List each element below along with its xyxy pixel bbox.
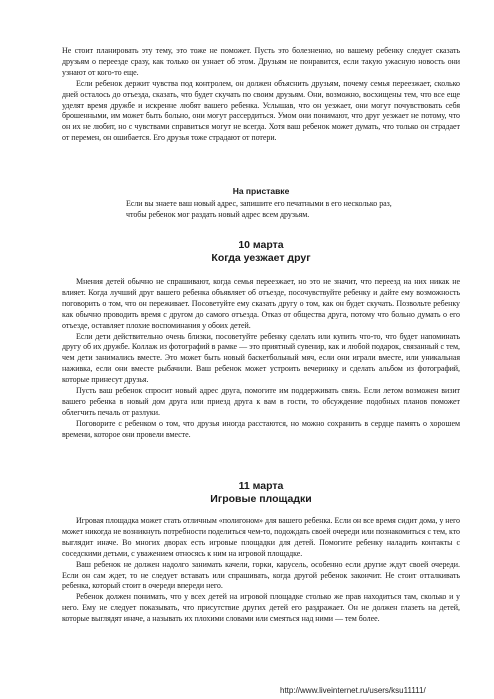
section1-paragraph-2: Если дети действительно очень близки, посоветуйте ребенку сделать или купить что-то, что будет напоминать другу об их дружбе. Коллаж из фотографий в рамке — это приятный сувенир, как и любой подарок, связанный с тем, чем дети занимались вместе. Это может быть новый баскетбольный мяч, если они играли вместе, или уникальная наживка, если они вместе рыбачили. Ваш ребенок может устроить вечеринку и сделать альбом из фотографий, которые принесут друзья.	[62, 331, 460, 385]
section2-paragraph-3: Ребенок должен понимать, что у всех детей на игровой площадке столько же прав находиться там, сколько и у него. Ему не следует показывать, что присутствие других детей его раздражает. Он не должен глазеть на детей, которые выглядят иначе, а называть их плохими словами или смеяться над ними — тем более.	[62, 592, 460, 624]
section-date: 10 марта	[238, 239, 284, 251]
section-march-10-body	[62, 277, 460, 441]
section-march-10	[62, 239, 460, 265]
sidebar-title: На приставке	[232, 186, 290, 196]
section2-paragraph-2: Ваш ребенок не должен надолго занимать качели, горки, карусель, особенно если другие ждут своей очереди. Если он сам ждет, то не следует вставать или спрашивать, когда другой ребенок закончит. Не стоит отталкивать ребенка, который стоит в очереди впереди него.	[62, 559, 460, 591]
section-date: 11 марта	[238, 480, 284, 492]
intro-block	[62, 46, 460, 144]
section-heading: Игровые площадки	[210, 493, 312, 505]
section-march-11-body	[62, 516, 460, 624]
section1-paragraph-3: Пусть ваш ребенок спросит новый адрес друга, помогите им поддерживать связь. Если летом возможен визит вашего ребенка в новый дом друга или приезд друга к вам в гости, то обсуждение подобных планов поможет облегчить печаль от разлуки.	[62, 386, 460, 417]
section1-paragraph-1: Мнения детей обычно не спрашивают, когда семья переезжает, но это не значит, что переезд на них никак не влияет. Когда лучший друг вашего ребенка объявляет об отъезде, посочувствуйте ребенку и дайте ему возможность поговорить о том, что он переживает. Посоветуйте ему сказать другу о том, как он будет скучать. Позвольте ребенку как обычно проводить время с другом до самого отъезда. Отказ от общества друга, потому что больно думать о его отъезде, оставляет плохие воспоминания у обоих детей.	[62, 277, 460, 330]
section-heading: Когда уезжает друг	[211, 252, 311, 264]
section2-paragraph-1: Игровая площадка может стать отличным «полигоном» для вашего ребенка. Если он все время сидит дома, у него может никогда не возникнуть потребности поделиться чем-то, подождать своей очереди или познакомиться с тем, кто выглядит иначе. Во многих дворах есть игровые площадки для детей. Помогите ребенку наладить контакты с соседскими детьми, с уважением относясь к ним на игровой площадке.	[62, 516, 460, 558]
sidebar-text: Если вы знаете ваш новый адрес, запишите его печатными в его несколько раз, чтобы ребенок мог раздать новый адрес всем друзьям.	[126, 199, 392, 219]
intro-paragraph-1: Не стоит планировать эту тему, это тоже не поможет. Пусть это болезненно, но вашему ребенку следует сказать друзьям о переезде сразу, как только он узнает об этом. Друзьям не понравится, если такую ужасную новость они узнают от кого-то еще.	[62, 46, 460, 77]
section1-paragraph-4: Поговорите с ребенком о том, что друзья иногда расстаются, но можно сохранить в сердце память о хорошем времени, которое они провели вместе.	[62, 418, 460, 439]
source-url-watermark: http://www.liveinternet.ru/users/ksu11111/	[280, 686, 426, 695]
intro-paragraph-2: Если ребенок держит чувства под контролем, он должен объяснить друзьям, почему семья переезжает, сколько дней осталось до отъезда, сказать, что будет скучать по своим друзьям. Они, возможно, восхищены тем, что все еще уделят время дружбе и искренне любят вашего ребенка. Услышав, что он уезжает, они могут почувствовать себя брошенными, им может быть больно, они могут рассердиться. Умом они понимают, что друг уезжает не потому, что он их не любит, но с чувствами справиться могут не всегда. Хотя ваш ребенок может думать, что только он страдает от перемен, он ошибается. Его друзья тоже страдают от потери.	[62, 78, 460, 143]
section-march-11	[62, 480, 460, 506]
sidebar-box	[62, 186, 460, 221]
